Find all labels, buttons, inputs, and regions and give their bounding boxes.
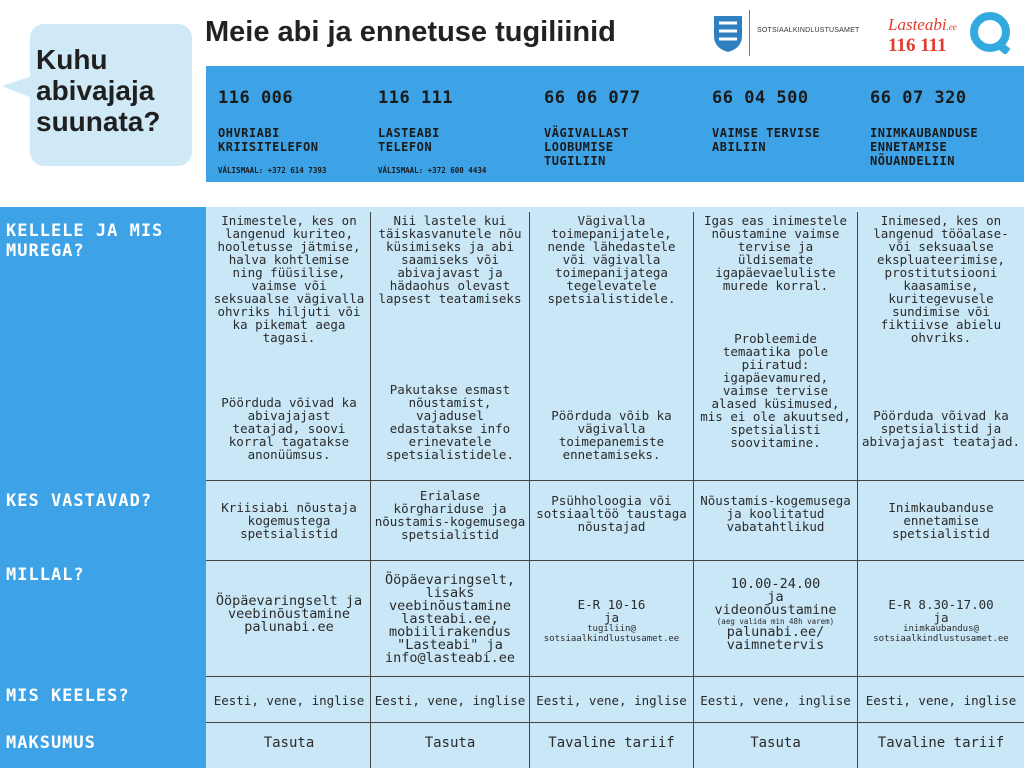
- lasteabi-logo: Lasteabi.ee 116 111: [888, 15, 957, 56]
- maksumus-cell-3: Tavaline tariif: [548, 735, 675, 751]
- millal-cell-1: Ööpäevaringselt ja veebinõustamine palunabi.ee: [215, 593, 363, 635]
- column-divider: [857, 212, 858, 768]
- sotsiaalkindlustusamet-logo: SOTSIAALKINDLUSTUSAMET: [757, 27, 860, 34]
- service-header-2: [378, 66, 538, 182]
- service-name: LASTEABI TELEFON: [378, 126, 440, 154]
- logo-divider: [749, 10, 750, 56]
- column-divider: [529, 212, 530, 768]
- keeles-cell-5: Eesti, vene, inglise: [865, 693, 1017, 708]
- row-divider: [206, 480, 1024, 481]
- row-label-column: [0, 207, 206, 768]
- service-header-1: [218, 66, 378, 182]
- row-label-millal: MILLAL?: [6, 565, 85, 585]
- millal-cell-4: 10.00-24.00 ja videonõustamine (aeg valida min 48h varem) palunabi.ee/ vaimnetervis: [714, 576, 837, 653]
- phone-number: 66 04 500: [712, 88, 809, 108]
- kellele-cell-2b: Pakutakse esmast nõustamist, vajadusel edastatakse info erinevatele spetsialistidele.: [386, 382, 514, 462]
- kellele-cell-1a: Inimestele, kes on langenud kuriteo, hooletusse jätmise, halva kohtlemise ning füüsilise, vaimse või seksuaalse vägivalla ohvriks hiljuti või ka pikemat aega tagasi.: [213, 213, 365, 345]
- kellele-cell-4b: Probleemide temaatika pole piiratud: igapäevamured, vaimse tervise alased küsimused, mis ei ole akuutsed, spetsialisti soovitamine.: [700, 331, 851, 450]
- kellele-cell-3a: Vägivalla toimepanijatele, nende lähedastele või vägivalla toimepanijatega tegelevatele spetsialistidele.: [547, 213, 676, 306]
- keeles-cell-4: Eesti, vene, inglise: [700, 693, 851, 708]
- keeles-cell-2: Eesti, vene, inglise: [374, 693, 526, 708]
- bubble-tail: [2, 76, 32, 98]
- abroad-number: VÄLISMAAL: +372 614 7393: [218, 166, 327, 175]
- kes-cell-4: Nõustamis-kogemusega ja koolitatud vabatahtlikud: [700, 493, 851, 534]
- service-header-3: [544, 66, 704, 182]
- row-label-maksumus: MAKSUMUS: [6, 733, 96, 753]
- maksumus-cell-2: Tasuta: [424, 735, 476, 751]
- column-divider: [693, 212, 694, 768]
- kellele-cell-4a: Igas eas inimestele nõustamine vaimse tervise ja üldisemate igapäevaeluliste murede korral.: [704, 213, 847, 293]
- kellele-cell-5a: Inimesed, kes on langenud tööalase- või seksuaalse ekspluateerimise, prostitutsiooni kaasamise, kuritegevusele sundimise või fiktiivse abielu ohvriks.: [873, 213, 1009, 345]
- row-label-keeles: MIS KEELES?: [6, 686, 130, 706]
- maksumus-cell-5: Tavaline tariif: [877, 735, 1005, 751]
- millal-cell-3: E-R 10-16 ja tugiliin@ sotsiaalkindlustusamet.ee: [543, 597, 680, 644]
- kellele-cell-1b: Pöörduda võivad ka abivajajast teatajad, soovi korral tagatakse anonüümsus.: [221, 395, 357, 462]
- kes-cell-5: Inimkaubanduse ennetamise spetsialistid: [888, 500, 994, 541]
- row-label-kellele: KELLELE JA MIS MUREGA?: [6, 221, 164, 261]
- phone-number: 66 06 077: [544, 88, 641, 108]
- kellele-cell-2a: Nii lastele kui täiskasvanutele nõu küsimiseks ja abi saamiseks või abivajavast ja hädaohus olevast lapsest teatamiseks: [378, 213, 522, 306]
- millal-cell-2: Ööpäevaringselt, lisaks veebinõustamine lasteabi.ee, mobiilirakendus "Lasteabi" ja info@lasteabi.ee: [384, 572, 516, 666]
- service-name: VAIMSE TERVISE ABILIIN: [712, 126, 821, 154]
- ring-logo-icon: [968, 10, 1012, 54]
- service-name: INIMKAUBANDUSE ENNETAMISE NÕUANDELIIN: [870, 126, 979, 168]
- phone-number: 66 07 320: [870, 88, 967, 108]
- phone-number: 116 006: [218, 88, 294, 108]
- maksumus-cell-1: Tasuta: [263, 735, 315, 751]
- kellele-cell-5b: Pöörduda võivad ka spetsialistid ja abivajajast teatajad.: [861, 408, 1021, 449]
- maksumus-cell-4: Tasuta: [750, 735, 801, 751]
- row-divider: [206, 560, 1024, 561]
- abroad-number: VÄLISMAAL: +372 600 4434: [378, 166, 487, 175]
- millal-cell-5: E-R 8.30-17.00 ja inimkaubandus@ sotsiaalkindlustusamet.ee: [873, 597, 1009, 644]
- service-header-4: [712, 66, 872, 182]
- row-divider: [206, 722, 1024, 723]
- column-divider: [370, 212, 371, 768]
- phone-number: 116 111: [378, 88, 454, 108]
- coat-of-arms-icon: [712, 14, 744, 54]
- service-header-5: [870, 66, 1022, 182]
- service-name: VÄGIVALLAST LOOBUMISE TUGILIIN: [544, 126, 629, 168]
- kes-cell-2: Erialase kõrghariduse ja nõustamis-kogemusega spetsialistid: [374, 488, 526, 542]
- row-label-kes: KES VASTAVAD?: [6, 491, 153, 511]
- service-name: OHVRIABI KRIISITELEFON: [218, 126, 319, 154]
- keeles-cell-3: Eesti, vene, inglise: [536, 693, 687, 708]
- kes-cell-3: Psühholoogia või sotsiaaltöö taustaga nõustajad: [536, 493, 687, 534]
- keeles-cell-1: Eesti, vene, inglise: [213, 693, 365, 708]
- bubble-question-text: Kuhu abivajaja suunata?: [36, 44, 161, 137]
- kellele-cell-3b: Pöörduda võib ka vägivalla toimepanemiste ennetamiseks.: [551, 408, 672, 462]
- page-title: Meie abi ja ennetuse tugiliinid: [205, 16, 616, 48]
- row-divider: [206, 676, 1024, 677]
- kes-cell-1: Kriisiabi nõustaja kogemustega spetsialistid: [221, 500, 357, 541]
